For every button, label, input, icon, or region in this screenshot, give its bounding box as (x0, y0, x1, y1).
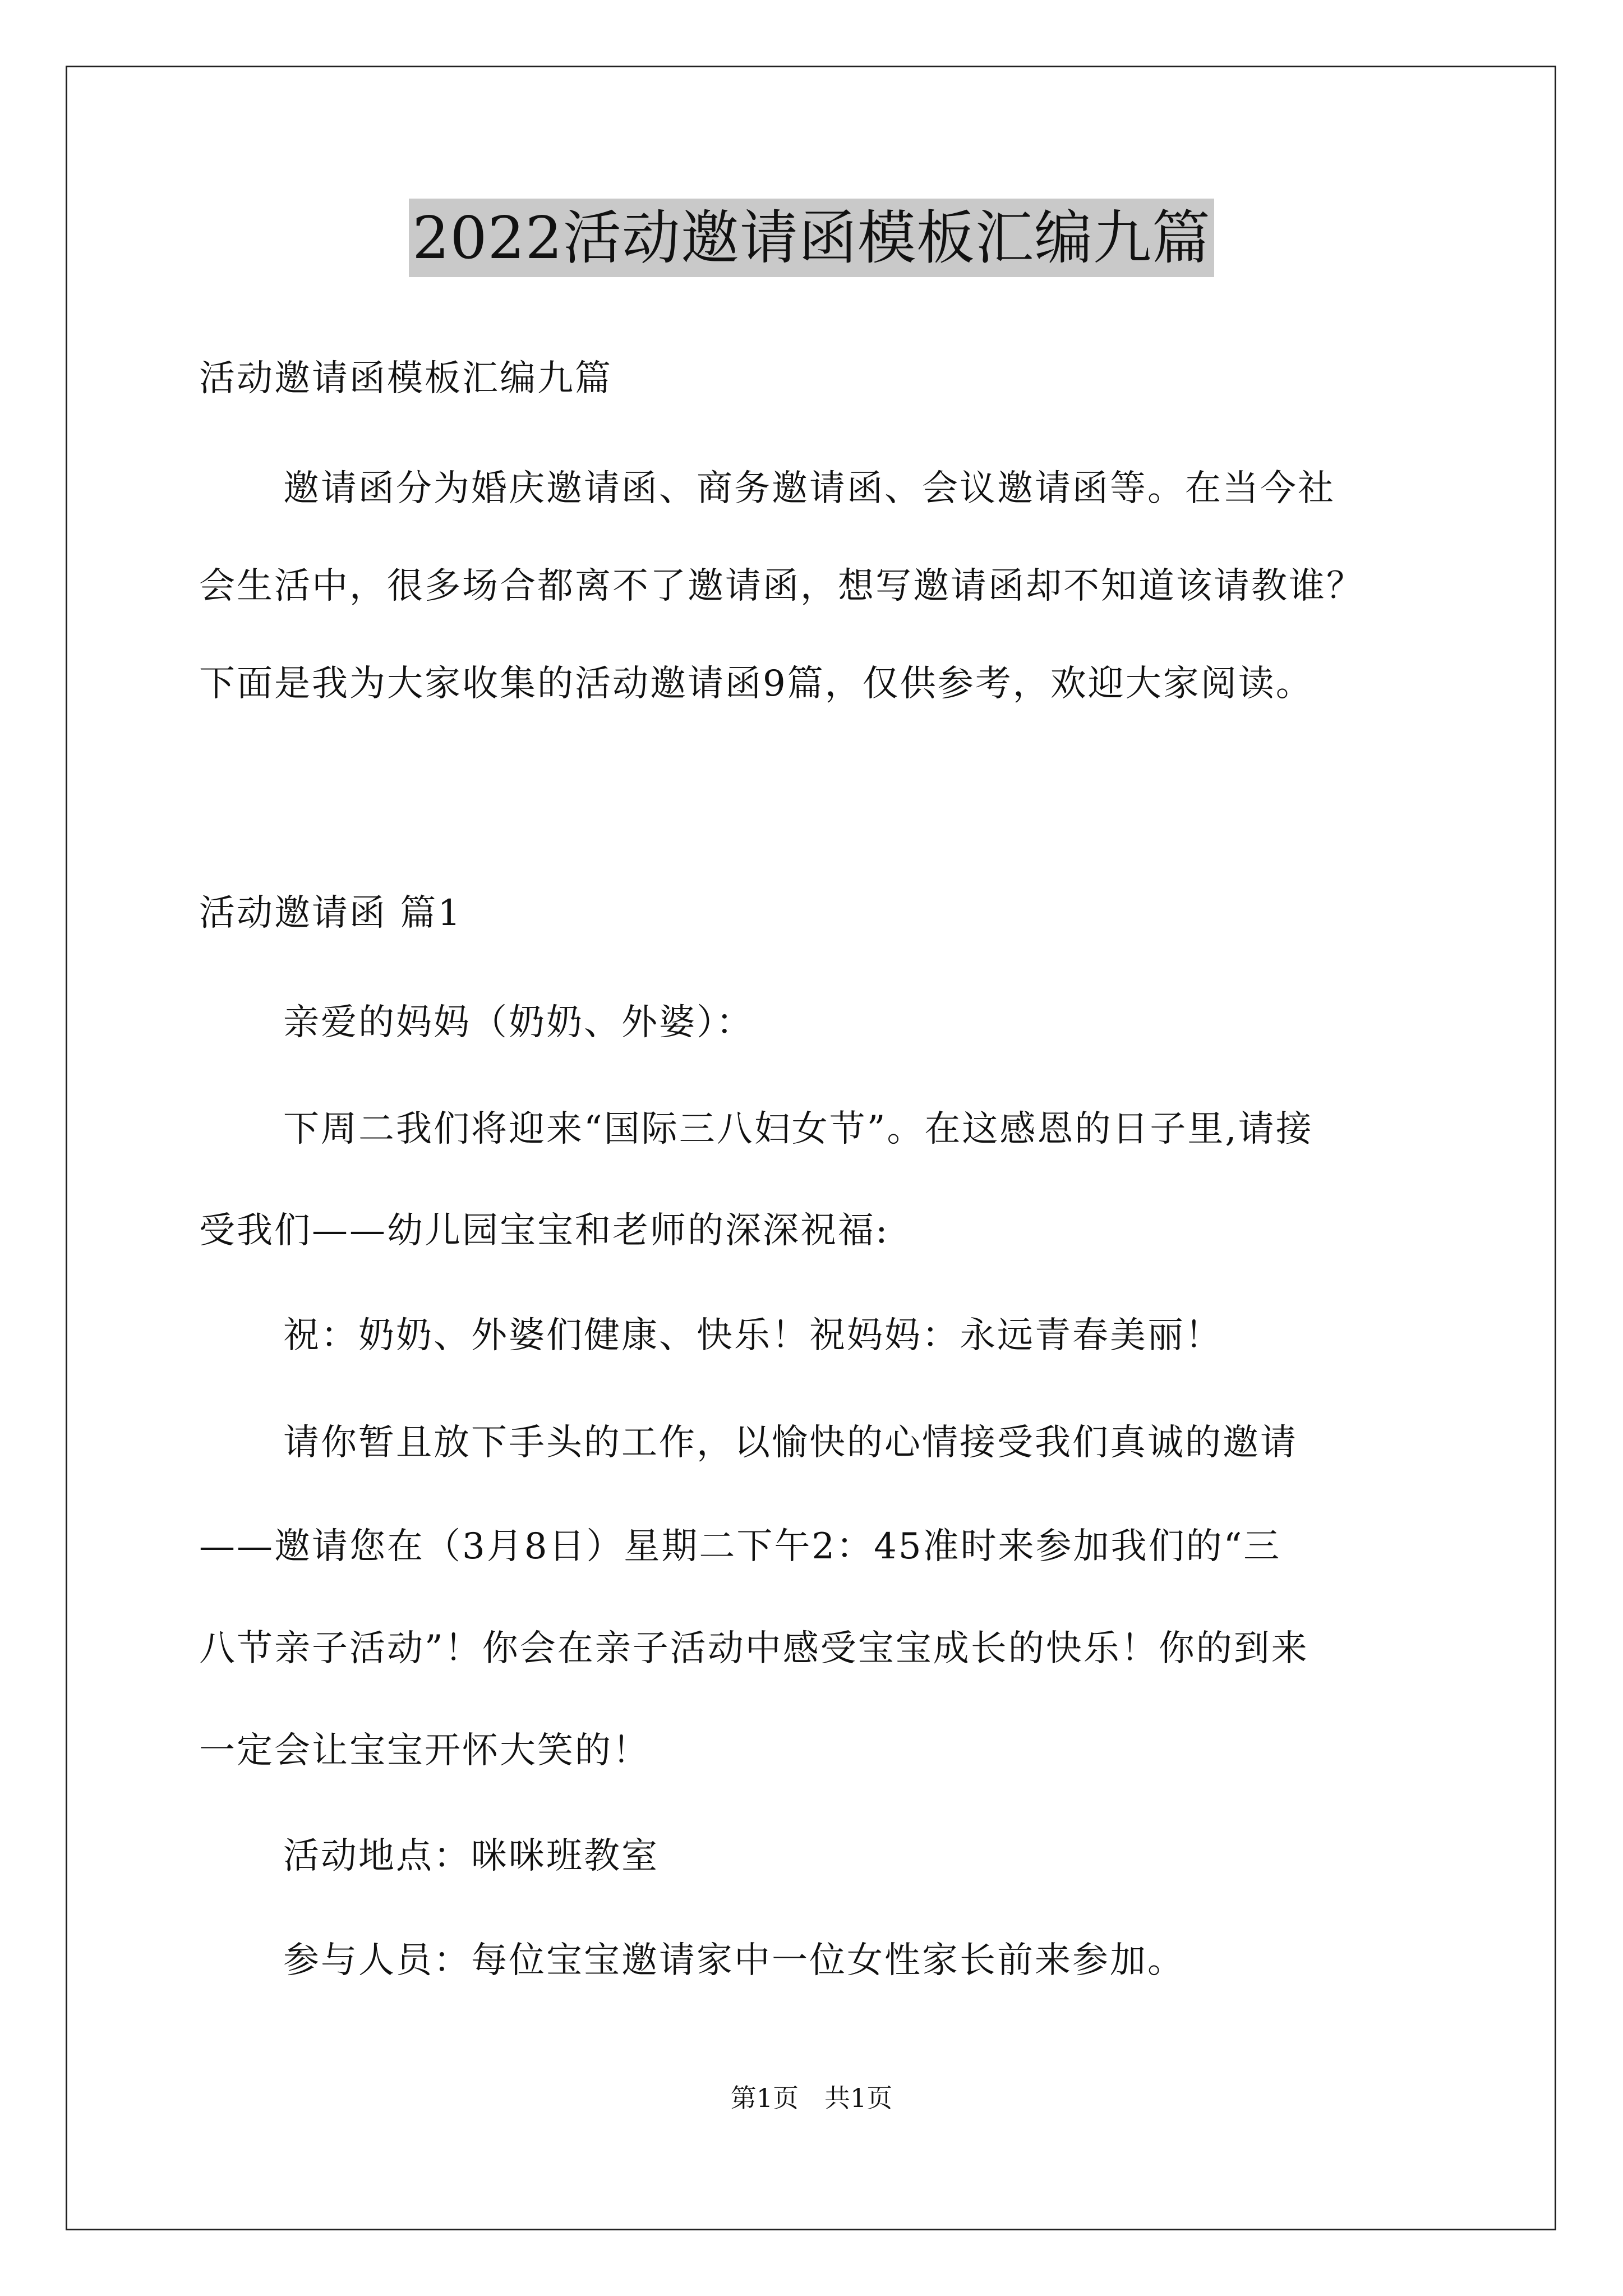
document-subtitle: 活动邀请函模板汇编九篇 (199, 358, 612, 399)
title-container (0, 199, 1623, 277)
page-footer: 第1页 共1页 (730, 2083, 893, 2113)
participants: 参与人员：每位宝宝邀请家中一位女性家长前来参加。 (283, 1940, 1185, 1981)
body-line: 一定会让宝宝开怀大笑的！ (199, 1730, 650, 1772)
body-line: 请你暂且放下手头的工作，以愉快的心情接受我们真诚的邀请 (283, 1422, 1298, 1464)
section-heading: 活动邀请函 篇1 (199, 892, 463, 934)
activity-location: 活动地点：咪咪班教室 (283, 1835, 659, 1877)
intro-line-2: 会生活中，很多场合都离不了邀请函，想写邀请函却不知道该请教谁？ (199, 565, 1364, 607)
greeting-line: 亲爱的妈妈（奶奶、外婆）： (283, 1002, 754, 1043)
document-title: 2022活动邀请函模板汇编九篇 (409, 199, 1214, 277)
body-line: ——邀请您在（3月8日）星期二下午2：45准时来参加我们的“三 (199, 1526, 1281, 1567)
intro-line-1: 邀请函分为婚庆邀请函、商务邀请函、会议邀请函等。在当今社 (283, 468, 1335, 509)
body-line: 祝：奶奶、外婆们健康、快乐！祝妈妈：永远青春美丽！ (283, 1315, 1223, 1356)
body-line: 下周二我们将迎来“国际三八妇女节”。在这感恩的日子里,请接 (283, 1108, 1313, 1150)
intro-line-3: 下面是我为大家收集的活动邀请函9篇，仅供参考，欢迎大家阅读。 (199, 663, 1313, 705)
body-line: 受我们——幼儿园宝宝和老师的深深祝福: (199, 1210, 889, 1251)
body-line: 八节亲子活动”！你会在亲子活动中感受宝宝成长的快乐！你的到来 (199, 1628, 1309, 1669)
